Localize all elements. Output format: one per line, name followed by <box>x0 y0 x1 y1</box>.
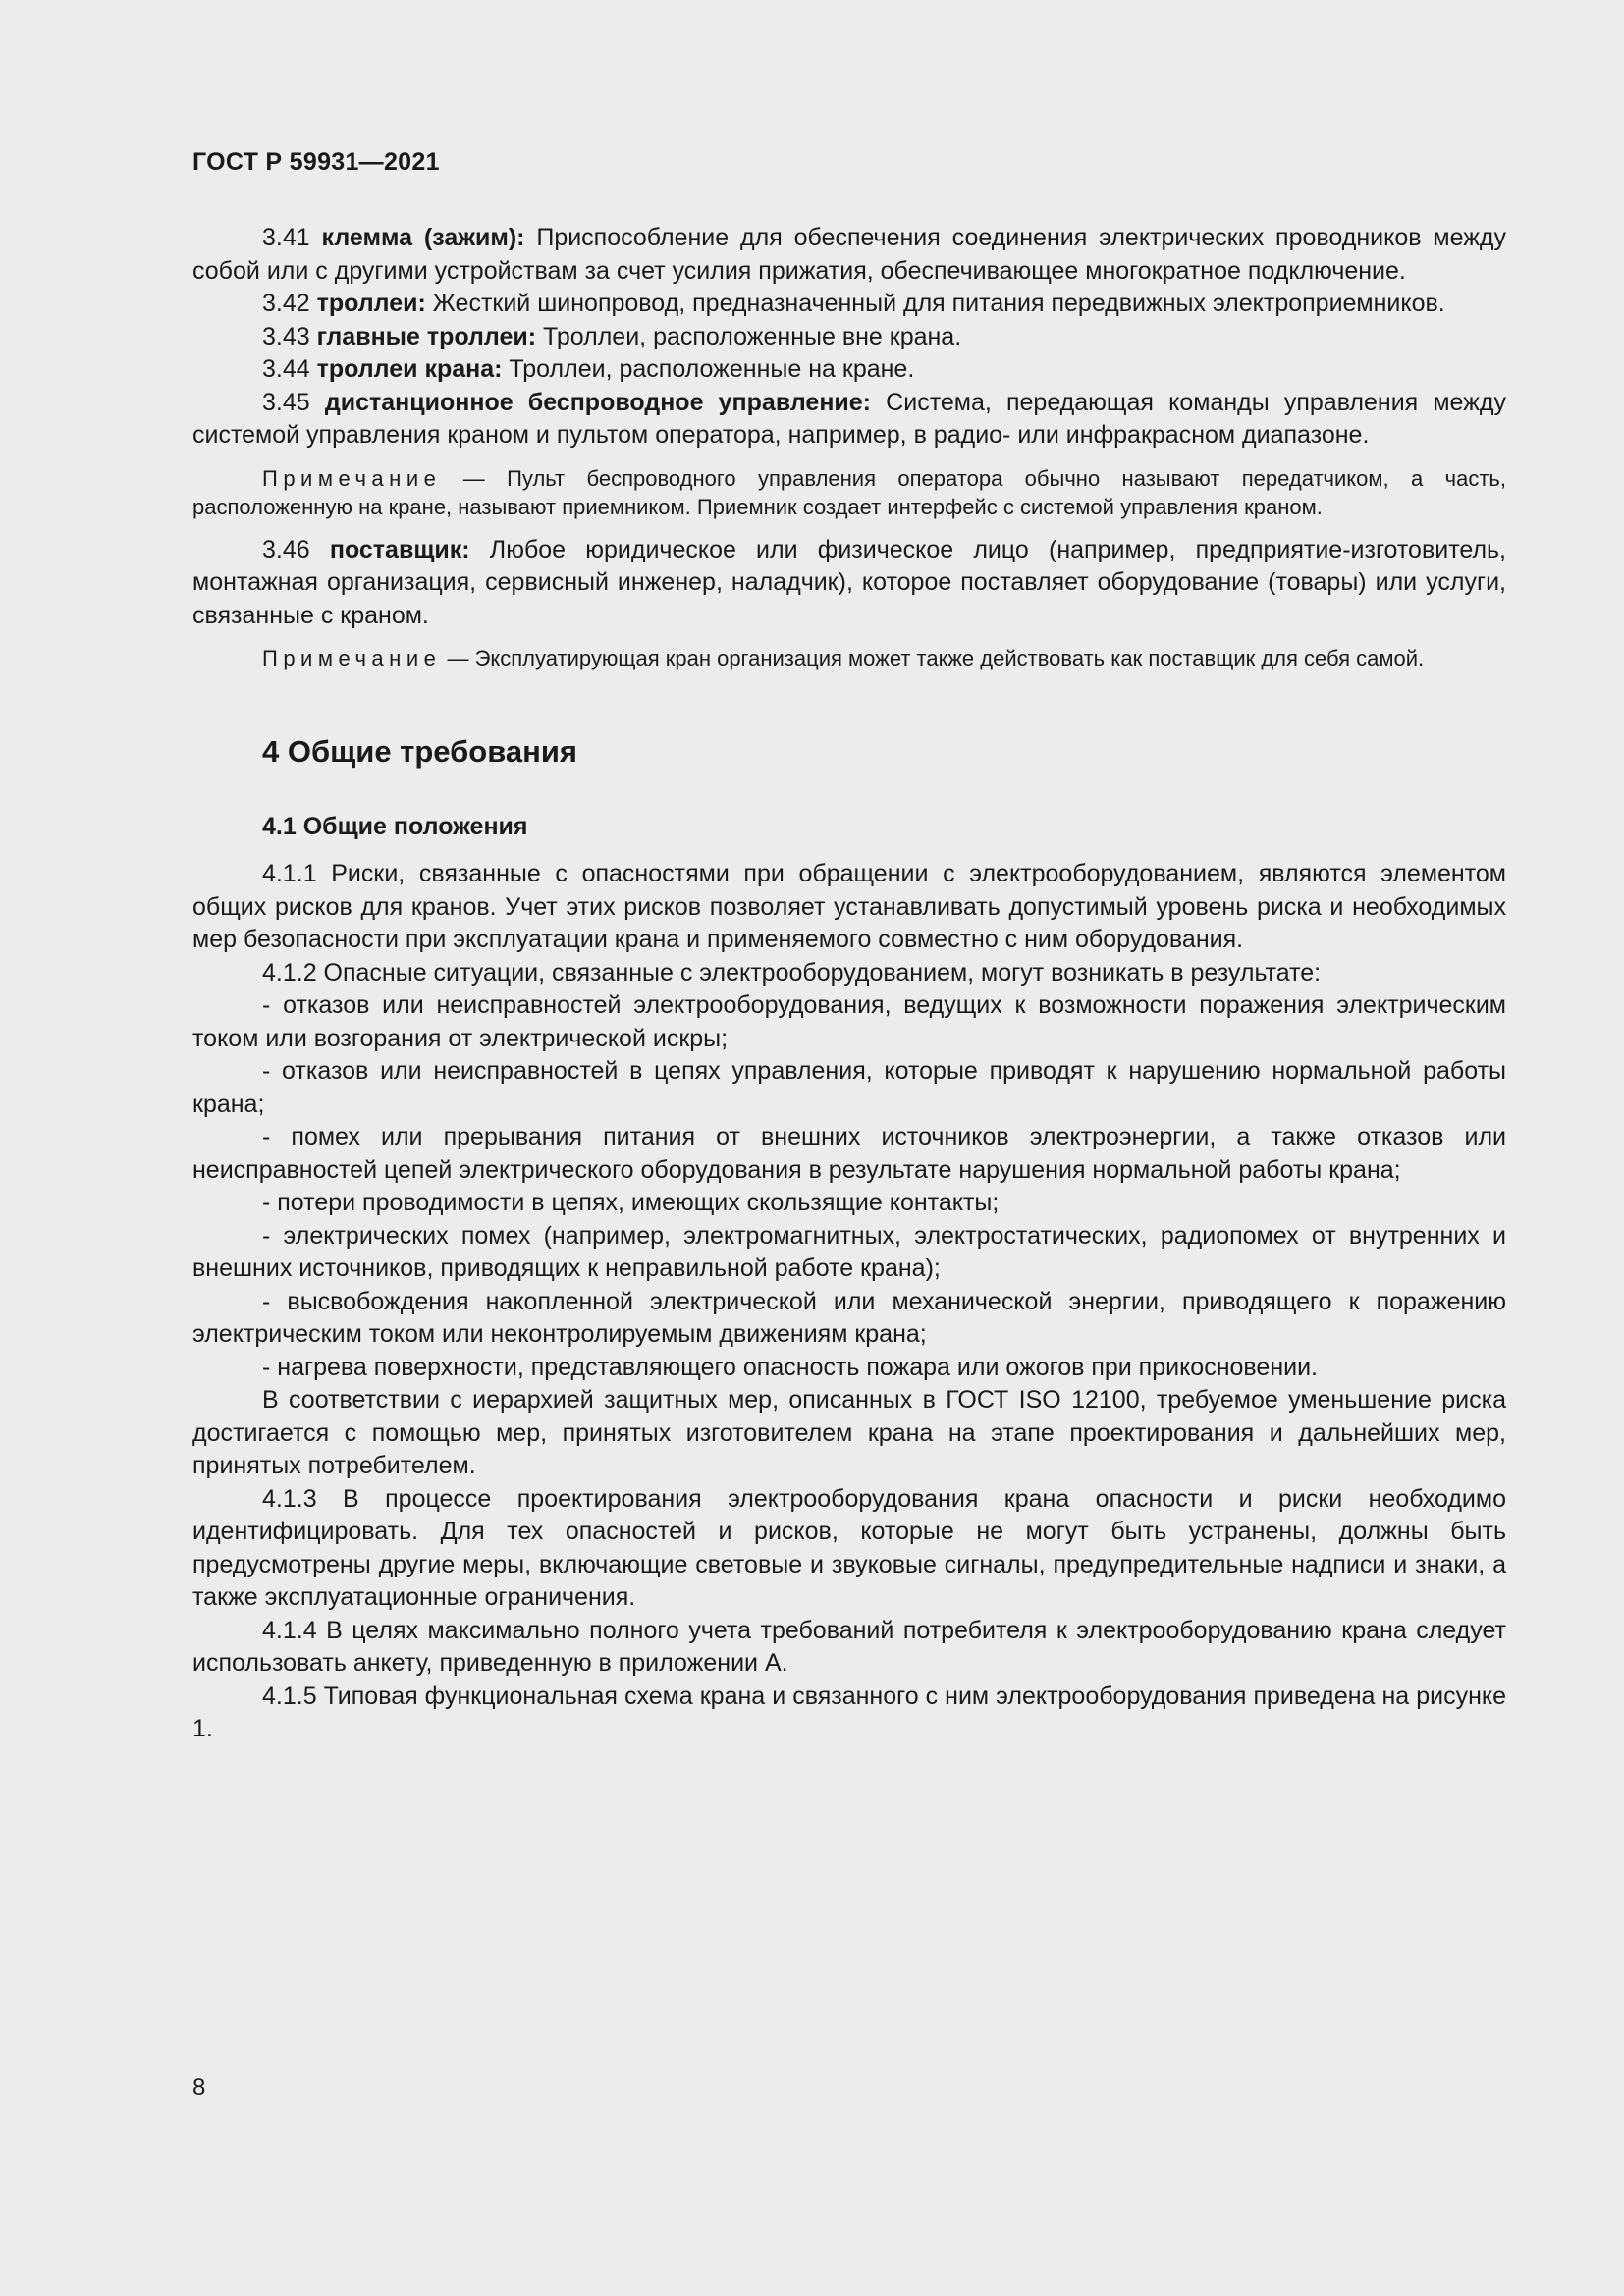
note-text: — Пульт беспроводного управления оператора обычно называют передатчиком, а часть, расположенную на кране, называют приемником. Приемник создает интерфейс с системой управления краном. <box>192 465 1506 519</box>
page-number: 8 <box>192 2074 206 2101</box>
definition-text: Троллеи, расположенные на кране. <box>502 355 915 383</box>
subsection-title: 4.1 Общие положения <box>262 813 528 840</box>
definition-number: 3.41 <box>262 224 310 251</box>
section-title: 4 Общие требования <box>262 734 577 769</box>
note-label: Примечание <box>262 646 442 670</box>
definition-text: Троллеи, расположенные вне крана. <box>536 322 962 350</box>
note-text: — Эксплуатирующая кран организация может также действовать как поставщик для себя самой. <box>441 646 1425 670</box>
definition-number: 3.42 <box>262 290 310 317</box>
list-item: - нагрева поверхности, представляющего опасность пожара или ожогов при прикосновении. <box>262 1353 1318 1381</box>
definition-3-44 <box>192 353 1506 387</box>
document-header: ГОСТ Р 59931—2021 <box>192 148 440 176</box>
definition-number: 3.46 <box>262 535 310 563</box>
note-1 <box>192 464 1506 521</box>
list-item: - потери проводимости в цепях, имеющих скользящие контакты; <box>262 1189 1000 1216</box>
list-item: - отказов или неисправностей электрооборудования, ведущих к возможности поражения электрическим током или возгорания от электрической искры; <box>192 991 1506 1052</box>
definition-term: дистанционное беспроводное управление: <box>324 388 872 416</box>
definition-number: 3.45 <box>262 388 310 416</box>
note-2 <box>192 644 1506 672</box>
list-item: - высвобождения накопленной электрической или механической энергии, приводящего к поражению электрическим током или неконтролируемым движениям крана; <box>192 1287 1506 1348</box>
paragraph: 4.1.5 Типовая функциональная схема крана и связанного с ним электрооборудования приведена на рисунке 1. <box>192 1682 1506 1742</box>
note-label: Примечание <box>262 465 442 491</box>
paragraph: 4.1.2 Опасные ситуации, связанные с электрооборудованием, могут возникать в результате: <box>262 958 1322 987</box>
definition-term: троллеи крана: <box>316 355 503 383</box>
definition-number: 3.44 <box>262 355 310 383</box>
definition-term: главные троллеи: <box>316 322 537 350</box>
definition-number: 3.43 <box>262 322 310 350</box>
definition-text: Приспособление для обеспечения соединения электрических проводников между собой или с другими устройствам за счет усилия прижатия, обеспечивающее многократное подключение. <box>192 224 1507 285</box>
definition-3-41 <box>192 222 1506 288</box>
definition-text: Любое юридическое или физическое лицо (например, предприятие-изготовитель, монтажная организация, сервисный инженер, наладчик), которое поставляет оборудование (товары) или услуги, связанные с краном. <box>192 535 1507 629</box>
document-body <box>192 222 1506 1746</box>
definition-text: Система, передающая команды управления между системой управления краном и пультом оператора, например, в радио- или инфракрасном диапазоне. <box>192 388 1506 449</box>
list-item: - электрических помех (например, электромагнитных, электростатических, радиопомех от внутренних и внешних источников, приводящих к неправильной работе крана); <box>192 1221 1506 1282</box>
paragraph: 4.1.1 Риски, связанные с опасностями при обращении с электрооборудованием, являются элементом общих рисков для кранов. Учет этих рисков позволяет устанавливать допустимый уровень риска и необходимых мер безопасности при эксплуатации крана и применяемого совместно с ним оборудования. <box>192 860 1506 953</box>
list-item: - помех или прерывания питания от внешних источников электроэнергии, а также отказов или неисправностей цепей электрического оборудования в результате нарушения нормальной работы крана; <box>192 1123 1506 1184</box>
definition-term: поставщик: <box>329 535 470 563</box>
definition-term: клемма (зажим): <box>321 224 525 251</box>
definition-term: троллеи: <box>316 290 426 317</box>
definition-3-42 <box>192 288 1506 321</box>
section-paragraphs <box>192 858 1506 1746</box>
definition-text: Жесткий шинопровод, предназначенный для питания передвижных электроприемников. <box>425 290 1445 317</box>
list-item: - отказов или неисправностей в цепях управления, которые приводят к нарушению нормальной работы крана; <box>192 1057 1506 1118</box>
definition-3-45 <box>192 387 1506 453</box>
paragraph: 4.1.3 В процессе проектирования электрооборудования крана опасности и риски необходимо идентифицировать. Для тех опасностей и рисков, которые не могут быть устранены, должны быть предусмотрены другие меры, включающие световые и звуковые сигналы, предупредительные надписи и знаки, а также эксплуатационные ограничения. <box>192 1484 1506 1611</box>
paragraph: В соответствии с иерархией защитных мер, описанных в ГОСТ ISO 12100, требуемое уменьшение риска достигается с помощью мер, принятых изготовителем крана на этапе проектирования и дальнейших мер, принятых потребителем. <box>192 1386 1506 1479</box>
paragraph: 4.1.4 В целях максимально полного учета требований потребителя к электрооборудованию крана следует использовать анкету, приведенную в приложении А. <box>192 1616 1506 1677</box>
definition-3-46 <box>192 534 1506 633</box>
definition-3-43 <box>192 321 1506 354</box>
